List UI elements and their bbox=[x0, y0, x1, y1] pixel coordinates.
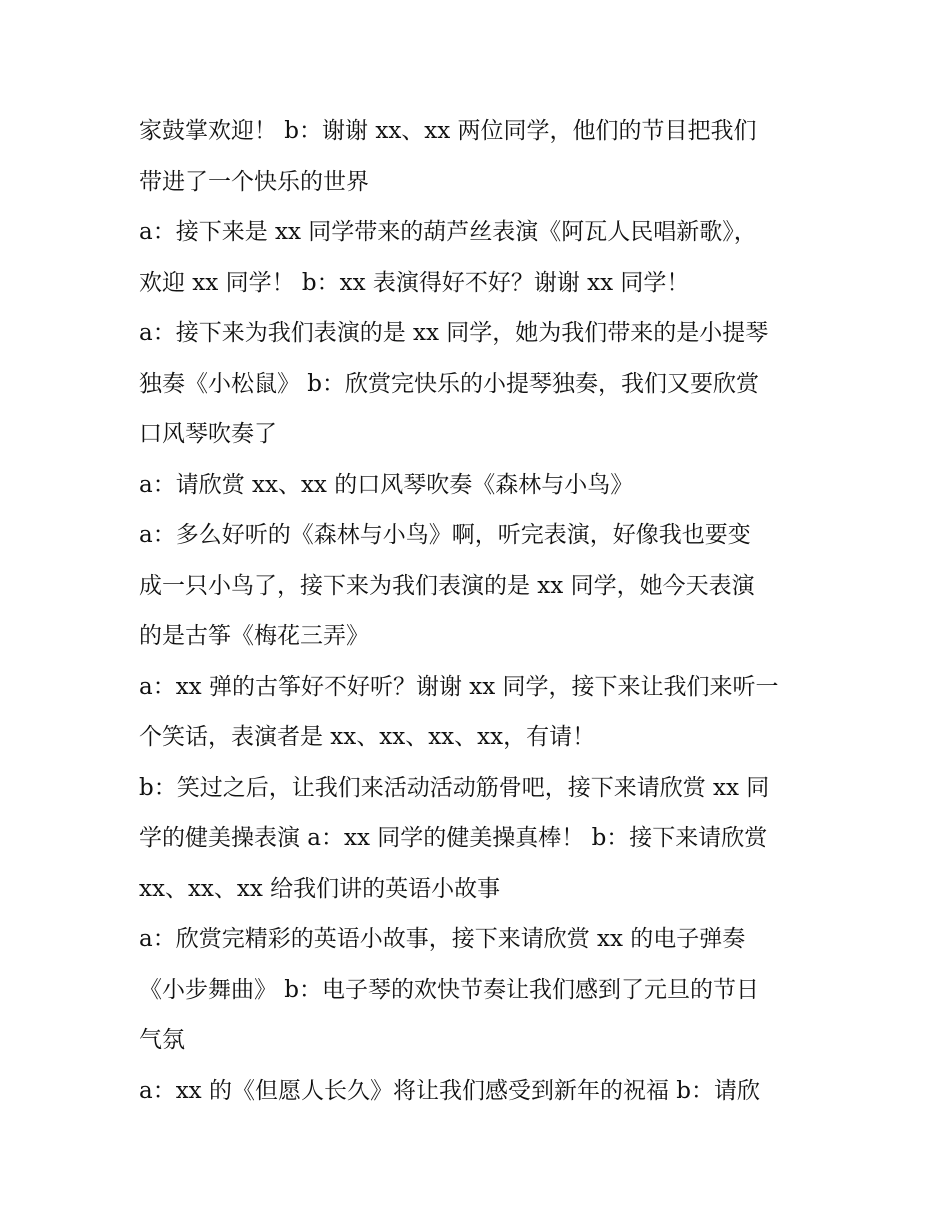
text-line: 口风琴吹奏了 bbox=[139, 421, 277, 447]
text-line: 独奏《小松鼠》 b：欣赏完快乐的小提琴独奏，我们又要欣赏 bbox=[139, 370, 760, 397]
text-line: a：欣赏完精彩的英语小故事，接下来请欣赏 xx 的电子弹奏 bbox=[139, 926, 746, 952]
text-line: a：xx 弹的古筝好不好听？谢谢 xx 同学，接下来让我们来听一 bbox=[139, 673, 779, 700]
text-line: 学的健美操表演 a：xx 同学的健美操真棒！ b：接下来请欣赏 bbox=[139, 825, 768, 851]
text-line: 的是古筝《梅花三弄》 bbox=[139, 623, 369, 649]
text-line: b：笑过之后，让我们来活动活动筋骨吧，接下来请欣赏 xx 同 bbox=[139, 774, 770, 801]
text-line: a：请欣赏 xx、xx 的口风琴吹奏《森林与小鸟》 bbox=[139, 471, 634, 498]
text-line: 《小步舞曲》 b：电子琴的欢快节奏让我们感到了元旦的节日 bbox=[139, 976, 760, 1003]
text-line: a：接下来是 xx 同学带来的葫芦丝表演《阿瓦人民唱新歌》， bbox=[139, 219, 757, 245]
text-line: 成一只小鸟了，接下来为我们表演的是 xx 同学，她今天表演 bbox=[139, 572, 755, 599]
text-line: xx、xx、xx 给我们讲的英语小故事 bbox=[139, 875, 501, 902]
text-line: 个笑话，表演者是 xx、xx、xx、xx，有请！ bbox=[139, 724, 596, 750]
text-line: 欢迎 xx 同学！ b：xx 表演得好不好？谢谢 xx 同学！ bbox=[139, 269, 690, 296]
text-line: a：多么好听的《森林与小鸟》啊，听完表演，好像我也要变 bbox=[139, 522, 751, 548]
text-line: a：xx 的《但愿人长久》将让我们感受到新年的祝福 b：请欣 bbox=[139, 1077, 760, 1104]
text-line: a：接下来为我们表演的是 xx 同学，她为我们带来的是小提琴 bbox=[139, 320, 769, 346]
text-line: 家鼓掌欢迎！ b：谢谢 xx、xx 两位同学，他们的节目把我们 bbox=[139, 118, 757, 144]
document-body bbox=[139, 106, 819, 1116]
text-line: 带进了一个快乐的世界 bbox=[139, 168, 369, 195]
text-line: 气氛 bbox=[139, 1027, 185, 1053]
